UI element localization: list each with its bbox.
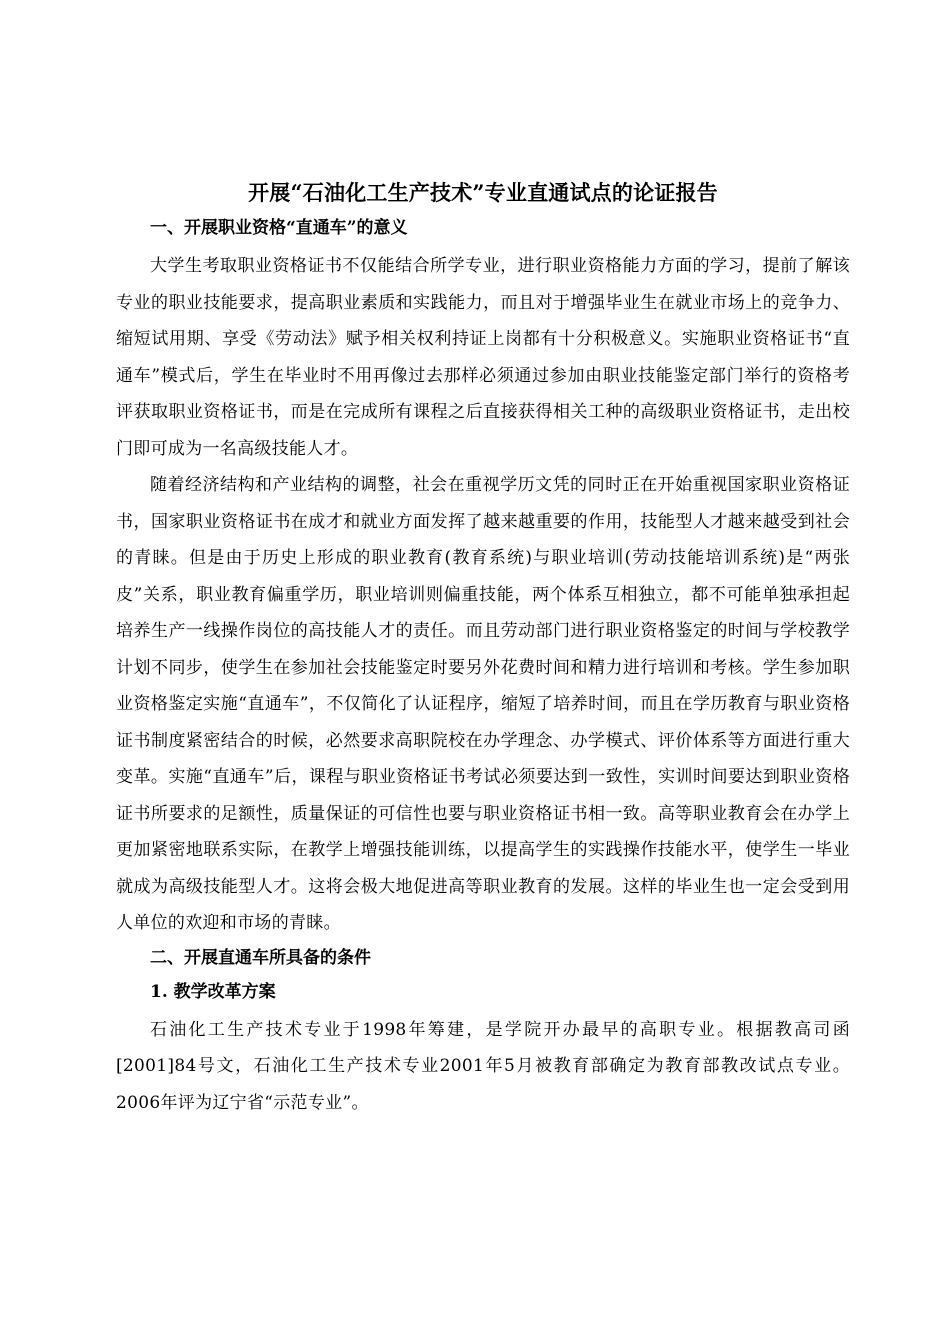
section-1-paragraph-1: 大学生考取职业资格证书不仅能结合所学专业，进行职业资格能力方面的学习，提前了解该专业的职业技能要求，提高职业素质和实践能力，而且对于增强毕业生在就业市场上的竞争力、缩短试用期、享受《劳动法》赋予相关权利持证上岗都有十分积极意义。实施职业资格证书“直通车”模式后，学生在毕业时不用再像过去那样必须通过参加由职业技能鉴定部门举行的资格考评获取职业资格证书，而是在完成所有课程之后直接获得相关工种的高级职业资格证书，走出校门即可成为一名高级技能人才。: [116, 256, 850, 459]
section-1-heading: 一、开展职业资格“直通车”的意义: [150, 218, 408, 238]
section-2-heading: 二、开展直通车所具备的条件: [150, 947, 371, 968]
section-1-paragraph-2: 随着经济结构和产业结构的调整，社会在重视学历文凭的同时正在开始重视国家职业资格证书，国家职业资格证书在成才和就业方面发挥了越来越重要的作用，技能型人才越来越受到社会的青睐。但是由于历史上形成的职业教育(教育系统)与职业培训(劳动技能培训系统)是“两张皮”关系，职业教育偏重学历，职业培训则偏重技能，两个体系互相独立，都不可能单独承担起培养生产一线操作岗位的高技能人才的责任。而且劳动部门进行职业资格鉴定的时间与学校教学计划不同步，使学生在参加社会技能鉴定时要另外花费时间和精力进行培训和考核。学生参加职业资格鉴定实施“直通车”，不仅简化了认证程序，缩短了培养时间，而且在学历教育与职业资格证书制度紧密结合的时候，必然要求高职院校在办学理念、办学模式、评价体系等方面进行重大变革。实施“直通车”后，课程与职业资格证书考试必须要达到一致性，实训时间要达到职业资格证书所要求的足额性，质量保证的可信性也要与职业资格证书相一致。高等职业教育会在办学上更加紧密地联系实际，在教学上增强技能训练，以提高学生的实践操作技能水平，使学生一毕业就成为高级技能型人才。这将会极大地促进高等职业教育的发展。这样的毕业生也一定会受到用人单位的欢迎和市场的青睐。: [116, 475, 850, 933]
section-2-paragraph-1: 石油化工生产技术专业于1998年筹建，是学院开办最早的高职专业。根据教高司函[2001]84号文，石油化工生产技术专业2001年5月被教育部确定为教育部教改试点专业。2006年评为辽宁省“示范专业”。: [116, 1019, 850, 1113]
document-title: 开展“石油化工生产技术”专业直通试点的论证报告: [248, 180, 718, 205]
section-2-subheading: 1. 教学改革方案: [150, 981, 276, 1002]
document-body: [116, 178, 850, 1121]
